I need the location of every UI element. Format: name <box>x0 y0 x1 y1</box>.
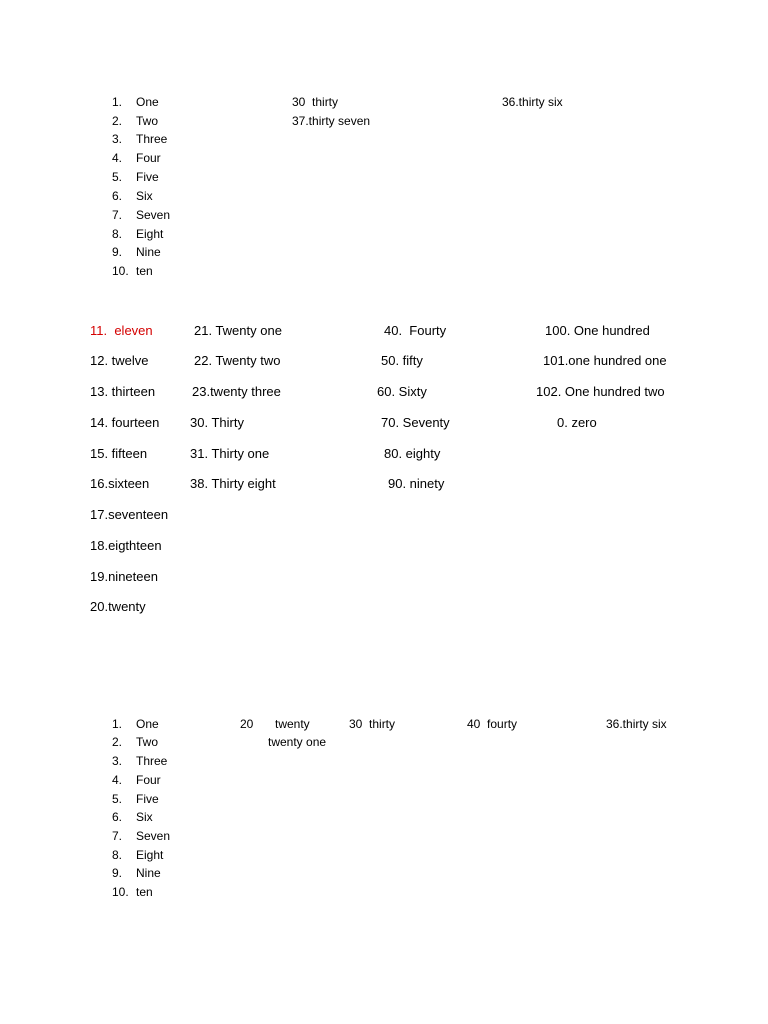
list-number: 2. <box>112 735 123 749</box>
list-word: Seven <box>136 208 171 222</box>
number-entry: 37.thirty seven <box>292 114 371 128</box>
number-entry: 17.seventeen <box>90 507 169 522</box>
list-number: 9. <box>112 245 123 259</box>
number-entry: 36.thirty six <box>502 95 563 109</box>
number-entry: 80. eighty <box>384 446 441 461</box>
number-entry: 102. One hundred two <box>536 384 665 399</box>
list-word: Nine <box>136 245 161 259</box>
number-entry: 13. thirteen <box>90 384 156 399</box>
list-word: Eight <box>136 227 164 241</box>
list-number: 5. <box>112 792 123 806</box>
number-entry: 21. Twenty one <box>194 323 282 338</box>
number-entry: 14. fourteen <box>90 415 160 430</box>
list-number: 5. <box>112 170 123 184</box>
list-word: One <box>136 717 159 731</box>
number-entry: 101.one hundred one <box>543 353 667 368</box>
list-number: 1. <box>112 95 123 109</box>
list-word: Nine <box>136 866 161 880</box>
list-word: Eight <box>136 848 164 862</box>
number-entry: 23.twenty three <box>192 384 281 399</box>
list-number: 10. <box>112 885 129 899</box>
list-word: Five <box>136 792 159 806</box>
number-entry-highlighted: 11. eleven <box>90 323 153 338</box>
number-entry: 20 <box>240 717 254 731</box>
list-word: Four <box>136 773 161 787</box>
number-entry: 90. ninety <box>388 476 445 491</box>
list-number: 7. <box>112 829 123 843</box>
list-number: 6. <box>112 810 123 824</box>
list-word: Six <box>136 189 153 203</box>
number-entry: 40. Fourty <box>384 323 447 338</box>
number-entry: 30. Thirty <box>190 415 244 430</box>
number-entry: 40 fourty <box>467 717 518 731</box>
list-word: Six <box>136 810 153 824</box>
list-number: 10. <box>112 264 129 278</box>
number-entry: 19.nineteen <box>90 569 158 584</box>
list-word: ten <box>136 264 153 278</box>
number-entry: 70. Seventy <box>381 415 450 430</box>
list-number: 4. <box>112 151 123 165</box>
number-entry: 22. Twenty two <box>194 353 281 368</box>
number-entry: 15. fifteen <box>90 446 148 461</box>
number-entry: 16.sixteen <box>90 476 150 491</box>
list-number: 8. <box>112 227 123 241</box>
list-word: Four <box>136 151 161 165</box>
list-word: ten <box>136 885 153 899</box>
number-entry: 12. twelve <box>90 353 149 368</box>
number-entry: 30 thirty <box>349 717 396 731</box>
list-number: 9. <box>112 866 123 880</box>
number-entry: 20.twenty <box>90 599 146 614</box>
number-entry: 36.thirty six <box>606 717 667 731</box>
number-entry: 50. fifty <box>381 353 423 368</box>
list-word: Three <box>136 132 168 146</box>
number-entry: twenty one <box>268 735 327 749</box>
number-entry: 0. zero <box>557 415 597 430</box>
number-entry: twenty <box>275 717 310 731</box>
list-number: 8. <box>112 848 123 862</box>
list-number: 6. <box>112 189 123 203</box>
list-number: 1. <box>112 717 123 731</box>
list-number: 4. <box>112 773 123 787</box>
list-word: Three <box>136 754 168 768</box>
list-word: One <box>136 95 159 109</box>
list-number: 3. <box>112 132 123 146</box>
list-word: Five <box>136 170 159 184</box>
list-number: 2. <box>112 114 123 128</box>
list-word: Seven <box>136 829 171 843</box>
list-word: Two <box>136 735 159 749</box>
number-entry: 100. One hundred <box>545 323 650 338</box>
list-number: 7. <box>112 208 123 222</box>
number-entry: 18.eigthteen <box>90 538 162 553</box>
number-entry: 31. Thirty one <box>190 446 270 461</box>
number-entry: 38. Thirty eight <box>190 476 276 491</box>
number-entry: 30 thirty <box>292 95 339 109</box>
number-entry: 60. Sixty <box>377 384 427 399</box>
list-number: 3. <box>112 754 123 768</box>
list-word: Two <box>136 114 159 128</box>
